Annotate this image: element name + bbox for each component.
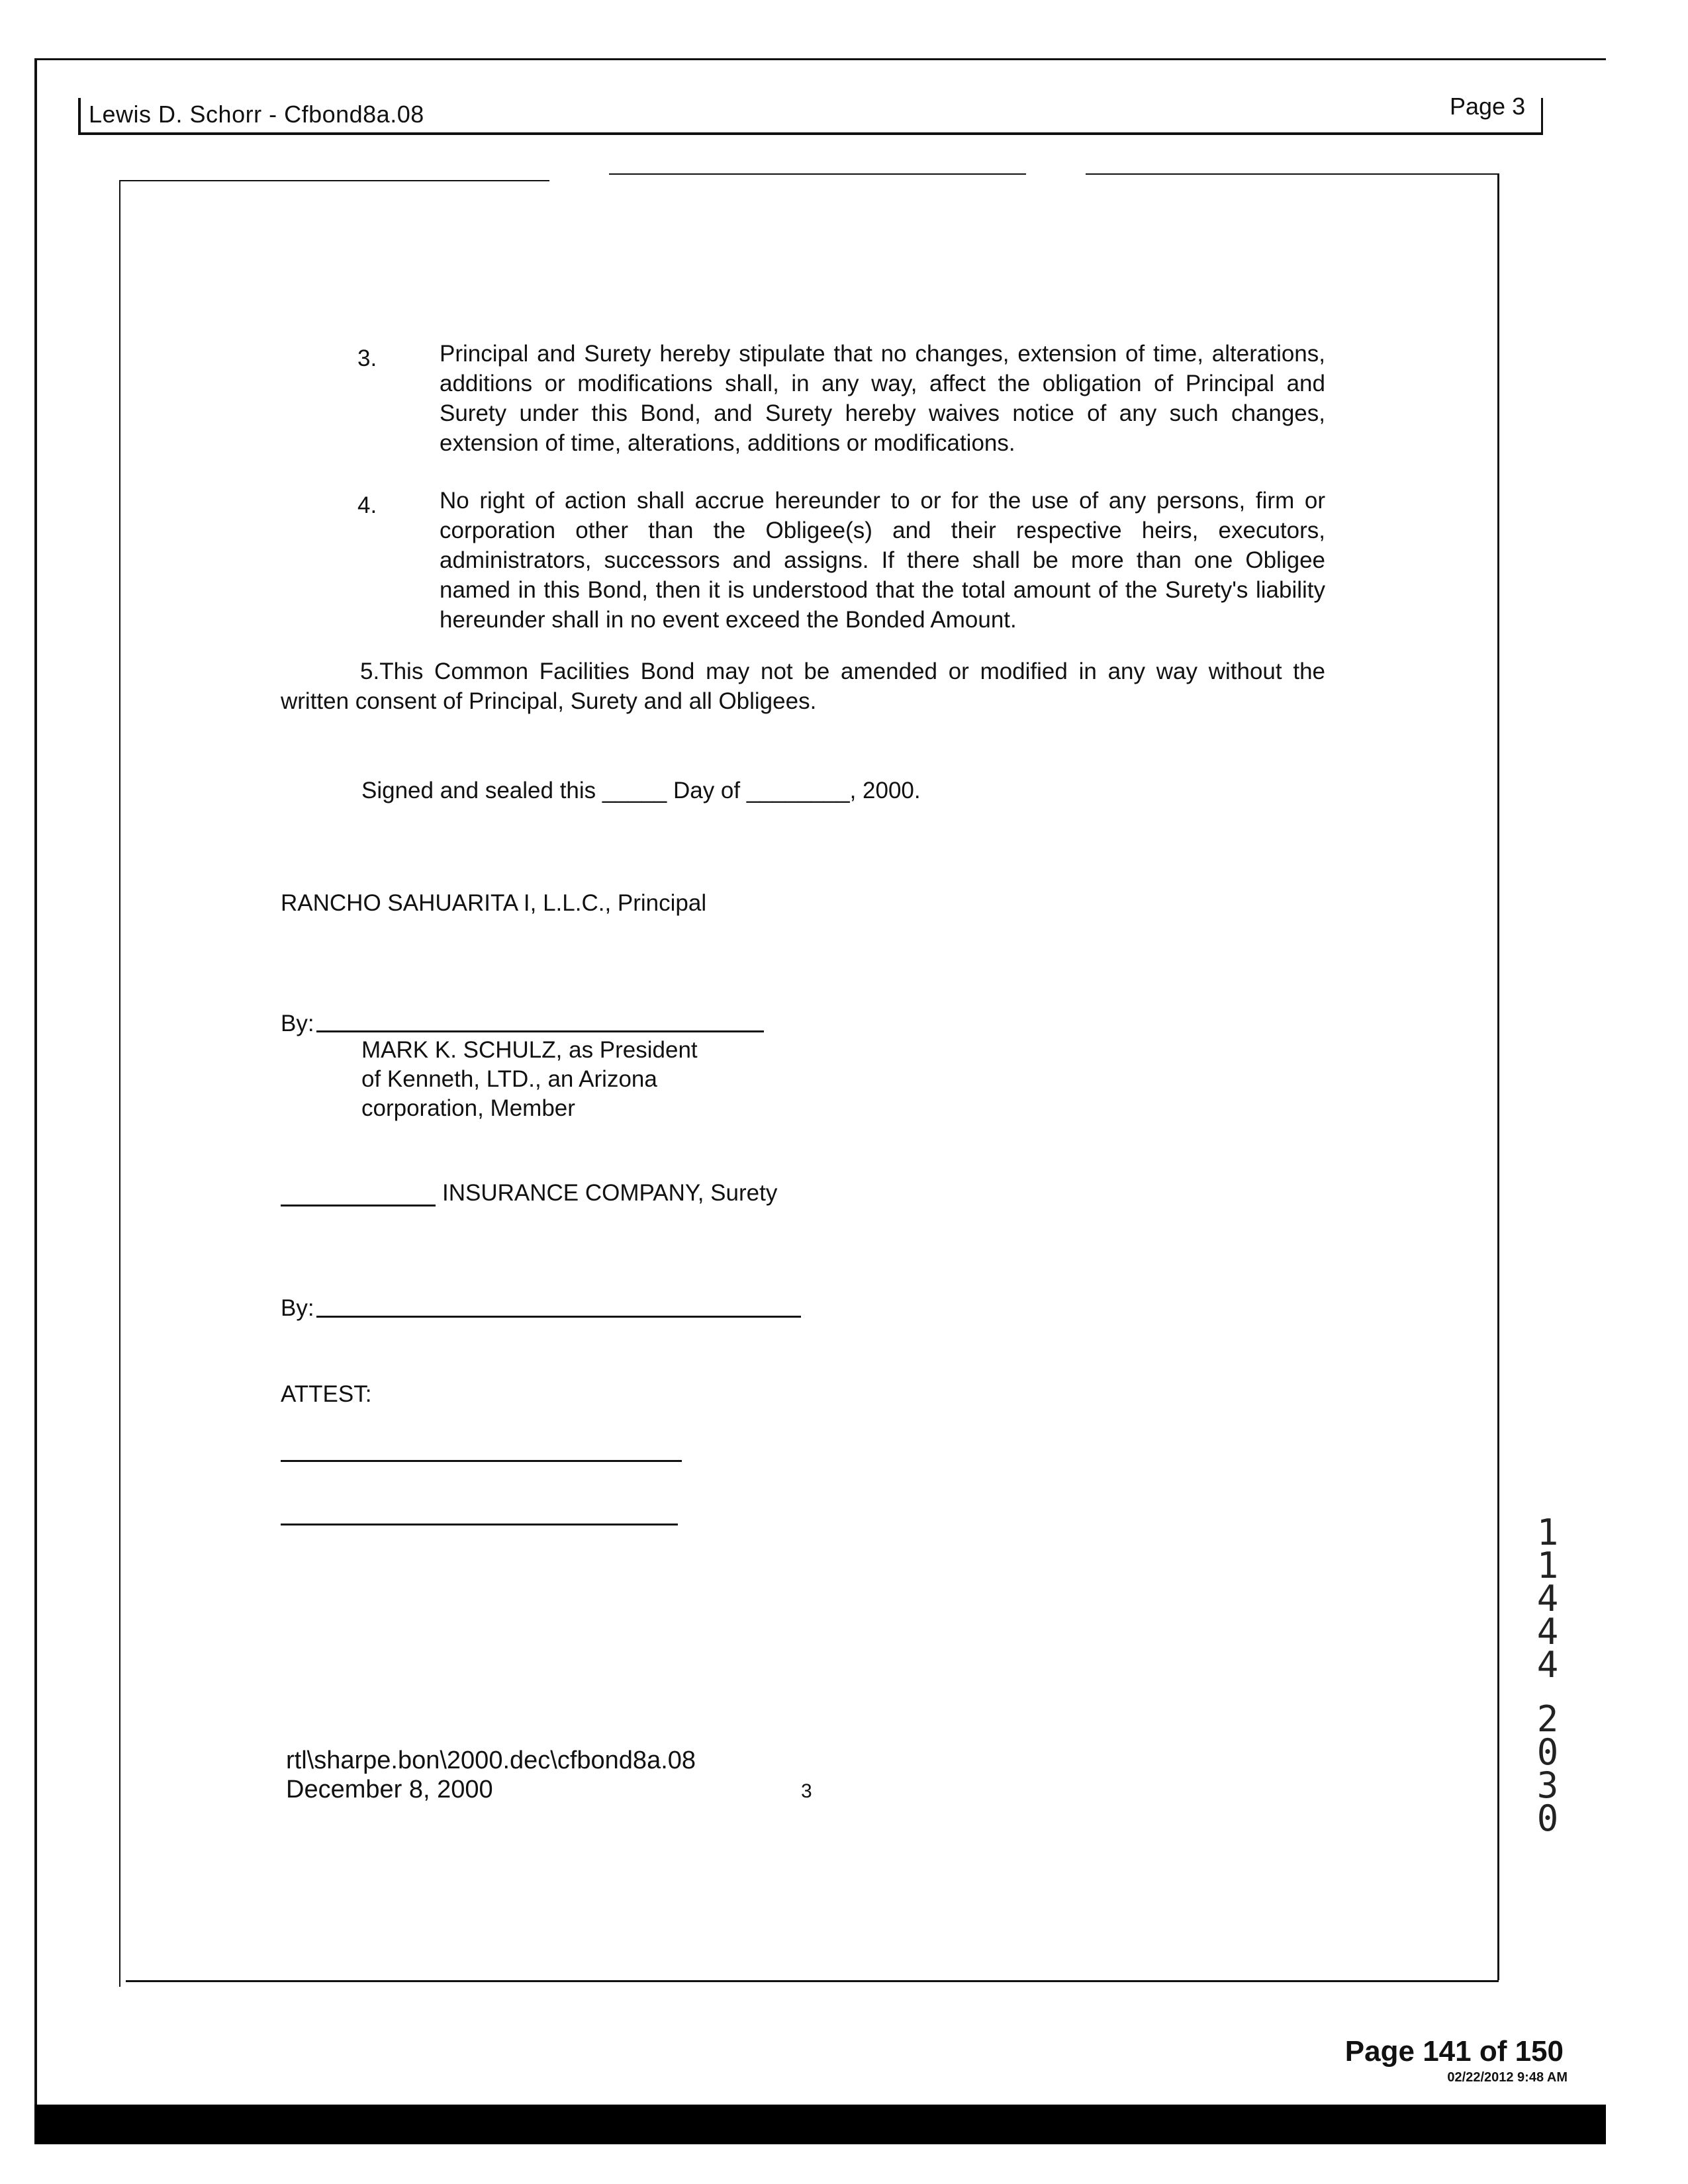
header-page-label: Page 3	[1450, 93, 1526, 120]
clause-5-text: This Common Facilities Bond may not be amended or modified in any way without the written consent of Principal, Surety and all Obligees.	[281, 659, 1325, 714]
surety-name: INSURANCE COMPANY, Surety	[442, 1180, 778, 1206]
frame-right-border	[1497, 173, 1499, 1980]
bottom-black-bar	[34, 2105, 1606, 2144]
stamp-digit: 1	[1536, 1545, 1559, 1586]
signed-year: , 2000.	[849, 778, 921, 803]
signed-prefix: Signed and sealed this	[361, 778, 596, 803]
stamp-digit: 0	[1536, 1731, 1559, 1773]
frame-bottom-border	[126, 1980, 1499, 1982]
doc-footer-date: December 8, 2000	[286, 1776, 493, 1803]
stamp-digit: 2	[1536, 1698, 1559, 1740]
page-footer-timestamp: 02/22/2012 9:48 AM	[1447, 2070, 1568, 2085]
clause-3-text: Principal and Surety hereby stipulate that no changes, extension of time, alterations, additions or modifications shall, in any way, affect the obligation of Principal and Surety under this Bond, and Surety hereby waives notice of any such changes, extension of time, alterations, additions or modifications.	[440, 341, 1325, 456]
clause-4-number: 4.	[357, 492, 377, 518]
clause-3-number: 3.	[357, 345, 377, 371]
principal-signer-line-3: corporation, Member	[361, 1095, 575, 1121]
attest-label: ATTEST:	[281, 1381, 372, 1407]
attest-line-2	[281, 1524, 678, 1525]
surety-by-label: By:	[281, 1295, 314, 1321]
signed-day-of: Day of	[673, 778, 741, 803]
doc-footer-path: rtl\sharpe.bon\2000.dec\cfbond8a.08	[286, 1747, 696, 1774]
principal-signer-line-1: MARK K. SCHULZ, as President	[361, 1037, 698, 1063]
principal-by-label: By:	[281, 1011, 314, 1036]
frame-top-segment-2	[609, 173, 1026, 175]
stamp-digit: 4	[1536, 1611, 1559, 1653]
top-rule	[34, 58, 1606, 60]
clause-5	[281, 657, 1325, 716]
clause-5-number: 5.	[360, 659, 380, 684]
clause-4-text: No right of action shall accrue hereunder to or for the use of any persons, firm or corporation other than the Obligee(s) and their respective heirs, executors, administrators, successors and assigns. If there shall be more than one Obligee named in this Bond, then it is understood that the total amount of the Surety's liability hereunder shall in no event exceed the Bonded Amount.	[440, 488, 1325, 633]
frame-left-border	[119, 180, 120, 1987]
stamp-digit: 4	[1536, 1578, 1559, 1619]
left-edge	[34, 58, 37, 2143]
signed-month-blank: ________	[746, 778, 850, 803]
page-footer-label: Page 141 of 150	[1344, 2035, 1564, 2068]
principal-signature-line	[316, 1030, 764, 1032]
surety-signature-line	[316, 1316, 801, 1318]
surety-company-blank	[281, 1205, 436, 1206]
attest-line-1	[281, 1460, 682, 1462]
header-title: Lewis D. Schorr - Cfbond8a.08	[89, 101, 424, 128]
doc-footer-page-number: 3	[801, 1780, 812, 1802]
principal-signer-line-2: of Kenneth, LTD., an Arizona	[361, 1066, 657, 1092]
signed-line	[361, 776, 921, 805]
principal-name: RANCHO SAHUARITA I, L.L.C., Principal	[281, 890, 707, 916]
signed-day-blank: _____	[602, 778, 667, 803]
frame-top-segment-3	[1086, 173, 1499, 175]
stamp-digit: 4	[1536, 1644, 1559, 1686]
stamp-digit: 0	[1536, 1797, 1559, 1839]
frame-top-segment-1	[119, 180, 549, 181]
stamp-digit: 3	[1536, 1764, 1559, 1806]
stamp-digit: 1	[1536, 1512, 1559, 1553]
